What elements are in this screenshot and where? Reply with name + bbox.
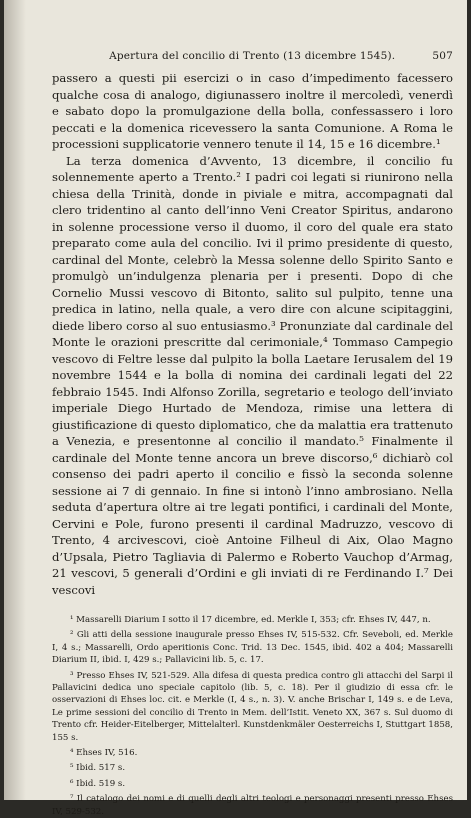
footnotes (52, 614, 453, 818)
footnote: ¹ Massarelli Diarium I sotto il 17 dicembre, ed. Merkle I, 353; cfr. Ehses IV, 447, n. (70, 615, 431, 625)
footnote: ⁶ Ibid. 519 s. (70, 778, 126, 789)
footnote: ⁵ Ibid. 517 s. (70, 763, 126, 774)
footnote: ³ Presso Ehses IV, 521-529. Alla difesa di questa predica contro gli attacchi del Sarpi il Pallavicini dedica uno speciale capitolo (lib. 5, c. 18). Per il giudizio di essa cfr. le osservazioni di Ehses loc. cit. e Merkle (I, 4 s., n. 3). V. anche Brischar I, 149 s. e de Leva, Le prime sessioni del concilio di Trento in Mem. dell’Istit. Veneto XX, 367 s. Sul duomo di Trento cfr. Heider-Eitelberger, Mittelalterl. Kunstdenkmäler Oesterreichs I, Stuttgart 1858, 155 s. (52, 670, 453, 743)
running-head-title: Apertura del concilio di Trento (13 dicembre 1545). (109, 50, 396, 62)
paragraph: passero a questi pii esercizi o in caso d’impedimento facessero qualche cosa di analogo, digiunassero inoltre il mercoledì, venerdì e sabato dopo la promulgazione della bolla, confessassero i loro peccati e la domenica ricevessero la santa Comunione. A Roma le processioni supplicatorie vennero tenute il 14, 15 e 16 dicembre.¹ (52, 71, 453, 151)
body-text (52, 70, 453, 598)
footnote: ⁴ Ehses IV, 516. (70, 748, 138, 759)
paragraph: La terza domenica d’Avvento, 13 dicembre, il concilio fu solennemente aperto a Trento.² I padri coi legati si riunirono nella chiesa della Trinità, donde in piviale e mitra, accompagnati dal clero tridentino al canto dell’inno Veni Creator Spiritus, andarono in solenne processione verso il duomo, il coro del quale era stato preparato come aula del concilio. Ivi il primo presidente di questo, cardinal del Monte, celebrò la Messa solenne dello Spirito Santo e promulgò un’indulgenza plenaria per i presenti. Dopo di che Cornelio Mussi vescovo di Bitonto, salito sul pulpito, tenne una predica in latino, nella quale, a vero dire con alcune scipitaggini, diede libero corso al suo entusiasmo.³ Pronunziate dal cardinale del Monte le orazioni prescritte dal cerimoniale,⁴ Tommaso Campegio vescovo di Feltre lesse dal pulpito la bolla Laetare Ierusalem del 19 novembre 1544 e la bolla di nomina dei cardinali legati del 22 febbraio 1545. Indi Alfonso Zorilla, segretario e teologo dell’inviato imperiale Diego Hurtado de Mendoza, rimise una lettera di giustificazione di questo diplomatico, che da malattia era trattenuto a Venezia, e presentonne al concilio il mandato.⁵ Finalmente il cardinale del Monte tenne ancora un breve discorso,⁶ dichiarò col consenso dei padri aperto il concilio e fissò la seconda solenne sessione ai 7 di gennaio. In fine si intonò l’inno ambrosiano. Nella seduta d’apertura oltre ai tre legati pontifici, i cardinali del Monte, Cervini e Pole, furono presenti il cardinal Madruzzo, vescovo di Trento, 4 arcivescovi, cioè Antoine Filheul di Aix, Olao Magno d’Upsala, Pietro Tagliavia di Palermo e Roberto Vauchop d’Armag, 21 vescovi, 5 generali d’Ordini e gli inviati di re Ferdinando I.⁷ Dei vescovi (52, 153, 453, 597)
footnote: ⁷ Il catalogo dei nomi e di quelli degli altri teologi e personaggi presenti presso Ehses IV, 529-532. (52, 794, 453, 817)
footnote: ² Gli atti della sessione inaugurale presso Ehses IV, 515-532. Cfr. Seveboli, ed. Merkle I, 4 s.; Massarelli, Ordo aperitionis Conc. Trid. 13 Dec. 1545, ibid. 402 a 404; Massarelli Diarium II, ibid. I, 429 s.; Pallavicini lib. 5, c. 17. (52, 630, 453, 666)
book-page (4, 0, 467, 817)
running-head (52, 50, 453, 62)
page-number: 507 (432, 50, 453, 62)
page-gutter-shadow (4, 0, 26, 800)
